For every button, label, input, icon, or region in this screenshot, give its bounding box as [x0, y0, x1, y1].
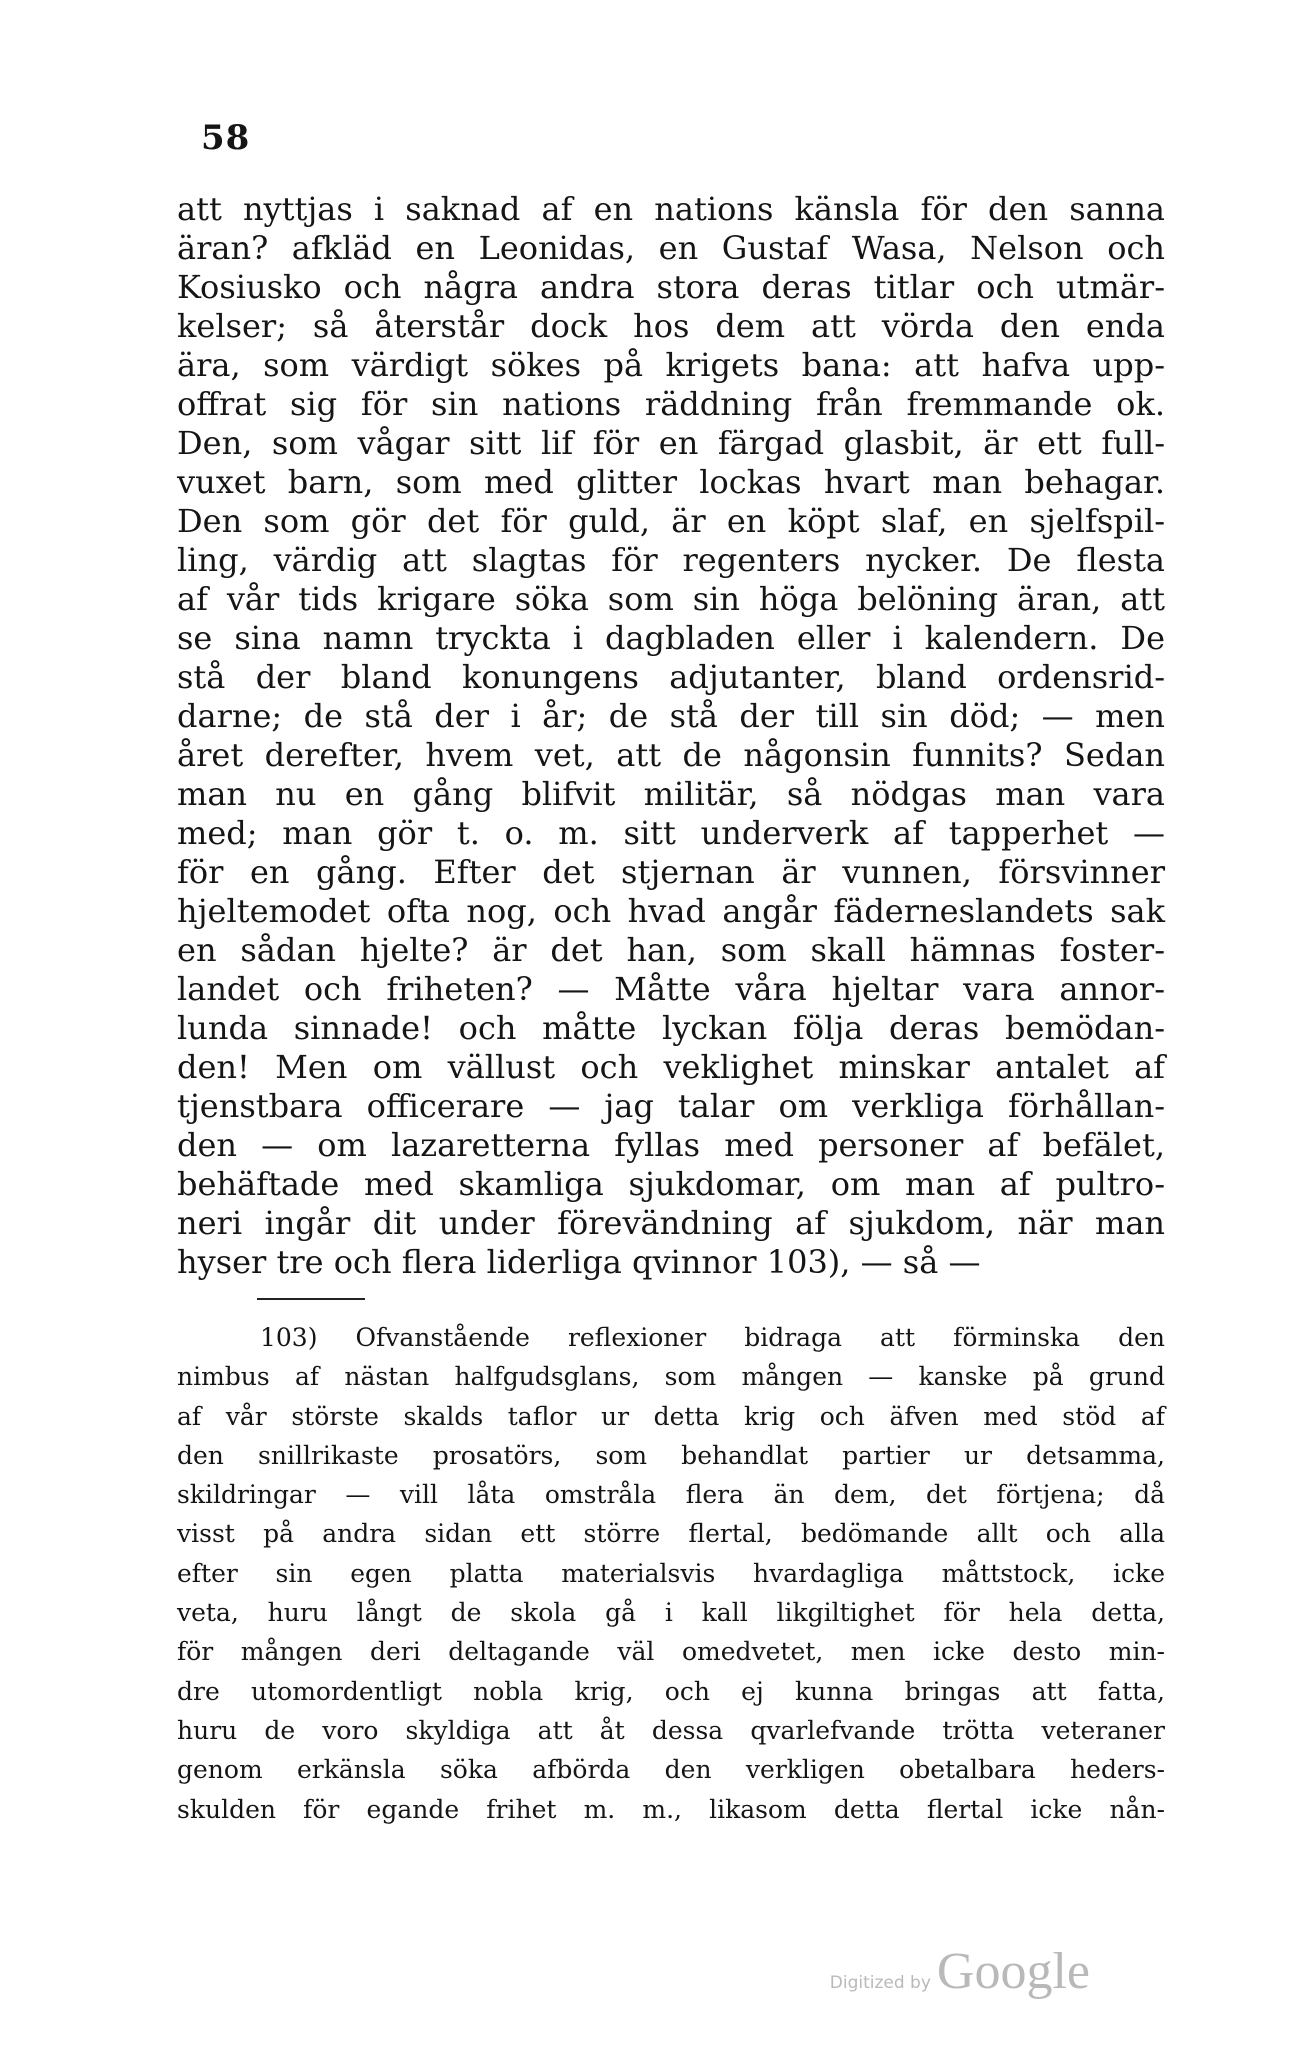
body-line: landet och friheten? — Måtte våra hjeltar vara annor- [177, 970, 1165, 1008]
footnote-line: skulden för egande frihet m. m., likasom detta flertal icke nån- [177, 1794, 1165, 1824]
digitized-by-watermark [830, 1942, 1090, 2001]
body-line: för en gång. Efter det stjernan är vunnen, försvinner [177, 853, 1165, 891]
body-line: den — om lazaretterna fyllas med personer af befälet, [177, 1126, 1165, 1164]
footnote-line: efter sin egen platta materialsvis hvardagliga måttstock, icke [177, 1558, 1165, 1588]
body-line: offrat sig för sin nations räddning från fremmande ok. [177, 385, 1165, 423]
body-line: Den, som vågar sitt lif för en färgad glasbit, är ett full- [177, 424, 1165, 462]
body-line: ära, som värdigt sökes på krigets bana: att hafva upp- [177, 346, 1165, 384]
body-line: neri ingår dit under förevändning af sjukdom, när man [177, 1204, 1165, 1242]
body-line: vuxet barn, som med glitter lockas hvart man behagar. [177, 463, 1165, 501]
footnote-line: af vår störste skalds taflor ur detta krig och äfven med stöd af [177, 1401, 1165, 1431]
body-line: tjenstbara officerare — jag talar om verkliga förhållan- [177, 1087, 1165, 1125]
footnote-line: nimbus af nästan halfgudsglans, som mången — kanske på grund [177, 1362, 1165, 1392]
body-line: ling, värdig att slagtas för regenters nycker. De flesta [177, 541, 1165, 579]
footnote-line: för mången deri deltagande väl omedvetet, men icke desto min- [177, 1637, 1165, 1667]
page-number: 58 [201, 118, 251, 158]
body-line: behäftade med skamliga sjukdomar, om man af pultro- [177, 1165, 1165, 1203]
body-line: äran? afkläd en Leonidas, en Gustaf Wasa, Nelson och [177, 229, 1165, 267]
footnote-line: huru de voro skyldiga att åt dessa qvarlefvande trötta veteraner [177, 1715, 1165, 1745]
body-line: med; man gör t. o. m. sitt underverk af tapperhet — [177, 814, 1165, 852]
body-line: af vår tids krigare söka som sin höga belöning äran, att [177, 580, 1165, 618]
body-line: Den som gör det för guld, är en köpt slaf, en sjelfspil- [177, 502, 1165, 540]
body-line: man nu en gång blifvit militär, så nödgas man vara [177, 775, 1165, 813]
body-line: den! Men om vällust och veklighet minskar antalet af [177, 1048, 1165, 1086]
footnote-line: genom erkänsla söka afbörda den verkligen obetalbara heders- [177, 1755, 1165, 1785]
footnote-line: den snillrikaste prosatörs, som behandlat partier ur detsamma, [177, 1440, 1165, 1470]
google-logo: Google [936, 1943, 1090, 2000]
body-line: kelser; så återstår dock hos dem att vörda den enda [177, 307, 1165, 345]
body-line: se sina namn tryckta i dagbladen eller i kalendern. De [177, 619, 1165, 657]
footnote-line: veta, huru långt de skola gå i kall likgiltighet för hela detta, [177, 1598, 1165, 1628]
body-line: en sådan hjelte? är det han, som skall hämnas foster- [177, 931, 1165, 969]
body-line: stå der bland konungens adjutanter, bland ordensrid- [177, 658, 1165, 696]
body-line: att nyttjas i saknad af en nations känsla för den sanna [177, 190, 1165, 228]
body-text [177, 190, 1165, 1282]
body-line: året derefter, hvem vet, att de någonsin funnits? Sedan [177, 736, 1165, 774]
body-line: Kosiusko och några andra stora deras titlar och utmär- [177, 268, 1165, 306]
footnote [177, 1318, 1165, 1829]
footnote-line: dre utomordentligt nobla krig, och ej kunna bringas att fatta, [177, 1676, 1165, 1706]
footnote-line: visst på andra sidan ett större flertal, bedömande allt och alla [177, 1519, 1165, 1549]
body-line: darne; de stå der i år; de stå der till sin död; — men [177, 697, 1165, 735]
footnote-line: 103) Ofvanstående reflexioner bidraga att förminska den [260, 1323, 1165, 1352]
footnote-line: skildringar — vill låta omstråla flera än dem, det förtjena; då [177, 1480, 1165, 1510]
body-line: lunda sinnade! och måtte lyckan följa deras bemödan- [177, 1009, 1165, 1047]
body-line: hyser tre och flera liderliga qvinnor 103), — så — [177, 1243, 981, 1281]
body-line: hjeltemodet ofta nog, och hvad angår fäderneslandets sak [177, 892, 1165, 930]
footnote-divider [257, 1298, 365, 1300]
watermark-prefix: Digitized by [829, 1973, 931, 1993]
